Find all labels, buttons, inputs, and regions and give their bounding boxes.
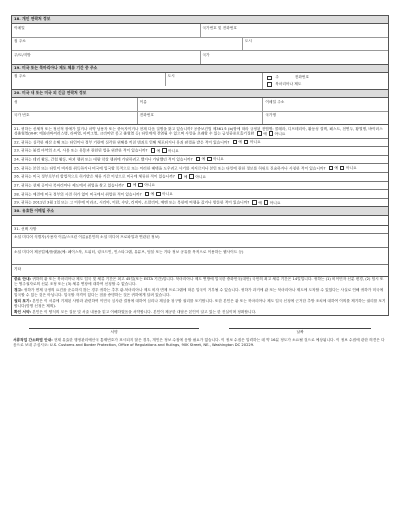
date-field[interactable] [229, 328, 371, 335]
question-text: 26. 귀하는 미국 정부로부터 합법적으로 허가받은 체류 기간 이상으로 미국에 체류한 적이 있습니까? [14, 174, 175, 179]
field-label: 집 주소 [14, 74, 26, 79]
us-address-section [11, 65, 389, 90]
field-label: 국가 번호 [14, 113, 30, 118]
optional-title: 31. 선택 사항 [12, 226, 388, 234]
no-checkbox[interactable] [189, 174, 193, 178]
option-label: 아니요 [274, 131, 286, 136]
emergency-contact-section [11, 90, 389, 125]
question-28 [12, 190, 388, 199]
field-label: 국가 [202, 52, 210, 57]
yes-checkbox[interactable] [196, 157, 200, 161]
question-text: 25. 귀하는 본인 또는 타인이 비자를 취득하거나 미국에 입국할 목적으로 또는 이러한 혜택을 도우려고 사기를 저지르거나 본인 또는 타인에 관한 정보를 허위로 진술하거나 사칭한 적이 있습니까? [14, 166, 326, 171]
social-provider-field[interactable] [12, 248, 388, 265]
question-25 [12, 164, 388, 173]
country-field[interactable] [200, 51, 389, 64]
social-identifier-field[interactable] [12, 234, 388, 248]
us-city-field[interactable] [165, 73, 263, 86]
question-27 [12, 182, 388, 191]
field-label: 국가번호 및 전화번호 [202, 25, 237, 30]
yes-checkbox[interactable] [257, 131, 261, 135]
personal-contact-section [11, 15, 389, 65]
field-label: 전화번호 [294, 75, 310, 80]
field-label: 도시 [167, 74, 175, 79]
section-title: 30. 유효한 이메일 주소 [12, 207, 388, 215]
field-label: 성 [14, 99, 18, 104]
field-label: 소셜 미디어 식별자(사용자 이름/스크린 이름)/본인의 소셜 미디어 프로파일과 연관된 정보) [14, 235, 160, 240]
notice-warning: 경고: 귀하가 면제 규정의 요건을 준수하지 않는 경우 귀하는 추후 괌-북마리아나 제도 비자 면제 프로그램에 따른 입국이 거부될 수 있습니다. 귀하가 과거에 괌 또는 북마리아나 제도에 도착할 수 있었다는 사실로 인해 귀하가 미국에 입국할 수 있는 것은 아닙니다. 입국할 자격이 있다는 점을 증명하는 것은 귀하에게 달려 있습니다. [14, 288, 384, 297]
option-label: 아니요 [249, 140, 261, 145]
section-title: 19. 미국 또는 북마리아나 제도 체류 기간 중 주소 [12, 65, 388, 73]
field-label: 주/도/지방 [14, 52, 31, 57]
field-label: 날짜 [296, 330, 304, 335]
yes-checkbox[interactable] [151, 148, 155, 152]
no-checkbox[interactable] [156, 192, 160, 196]
surname-field[interactable] [12, 98, 137, 111]
question-text: 24. 귀하는 테러 활동, 간첩 활동, 파괴 행위 또는 대량 학살 행위에 가담하려고 했거나 가담했던 적이 있습니까? [14, 157, 193, 162]
question-text: 28. 귀하는 예전에 미국 정부의 사전 허가 없이 미국에서 취업한 적이 있습니까? [14, 191, 142, 196]
option-label: 예 [150, 191, 155, 196]
notice-waiver: 권리 포기: 본인은 이 서류에 기재된 사항과 관련하여 이민국 심사관 결정에 대하여 심리나 재심을 청구할 권리를 포기합니다. 또한 본인은 괌 또는 북마리아나 제도 입국 신청에 근거한 추방 조치에 대하여 이의를 제기하는 권리를 포기합니다(망명 신청은 제외). [14, 299, 386, 308]
checkbox[interactable] [267, 82, 271, 86]
field-label: 국가명 [265, 113, 277, 118]
question-24 [12, 156, 388, 165]
option-label: 예 [334, 166, 339, 171]
yes-checkbox[interactable] [252, 200, 256, 204]
question-text: 23. 귀하는 불법 마약의 소지, 사용 또는 유통과 관련된 법을 위반한 적이 있습니까? [14, 148, 148, 153]
field-label: 집 주소 [14, 39, 26, 44]
yes-checkbox[interactable] [178, 174, 182, 178]
field-label: 소셜 미디어 제공업체/플랫폼(예: 페이스북, 트위터, 링크드인, 인스타그램, 유튜브, 텀블 또는 기타 정보 공유를 목적으로 이용하는 웹사이트 등) [14, 249, 244, 254]
notice-certification: 확인 서약: 본인은 이 양식의 모든 질문 및 서술 내용을 읽고 이해하였음을 서약합니다. 본인이 제공한 대답은 본인이 알고 있는 한 진실이며 정확합니다. [14, 309, 257, 314]
option-label: 예 [238, 140, 242, 145]
field-label: 이메일 주소 [265, 99, 285, 104]
no-checkbox[interactable] [207, 157, 211, 161]
country-code-field[interactable] [12, 112, 137, 125]
email-field[interactable] [12, 24, 200, 37]
us-address-field[interactable] [12, 73, 165, 86]
question-text: 29. 귀하는 2011년 3월 1일 또는 그 이후에 이라크, 시리아, 이란, 수단, 리비아, 소말리아, 예멘 또는 북한에 여행을 갔거나 방문한 적이 있습니까? [14, 200, 250, 205]
paperwork-notice: 서류작업 간소화법 안내: 현재 유효한 행정관리예산국 통제번호가 표시되지 않은 경우, 개인은 정보 수집에 응할 필요가 없습니다. 이 정보 수집은 입력하는 데 약 16분 정도가 소요될 것으로 예상됩니다. 이 정보 수집에 관한 의견은 다음으로 보내 주십시오: U.S. Customs and Border Protection, Office of Regulations and Rulings, 90K Street, NE., Washington DC 20229. [13, 338, 385, 347]
section-title: 20. 미국 내 또는 미국 외 긴급 연락처 정보 [12, 90, 388, 98]
emergency-email-field[interactable] [262, 98, 388, 111]
option-label: 예 [183, 174, 188, 179]
option-label: 예 [258, 200, 262, 205]
field-label: 북마리아나 제도 [275, 82, 302, 87]
question-text: 21. 귀하는 신체적 또는 정신적 장애가 있거나 마약 남용자 또는 중독자이거나 현재 다음 질병을 앓고 있습니까? 공중보건법 제361조 (b)항에 따라 규정된 전염병: 콜레라, 디프테리아, 활동성 결핵, 페스트, 천연두, 황열병, 바이러스성출혈열(VHF: 에볼라바이러스병, 라싸열, 마버그열, 크리미안 콩고 출혈열 등) 타인에게 전염될 수 있으며 사망을 초래할 수 있는 급성중증호흡기질환 [14, 126, 383, 136]
section-title: 18. 개인 연락처 정보 [12, 16, 388, 24]
checkbox[interactable] [267, 76, 271, 80]
yes-checkbox[interactable] [145, 192, 149, 196]
field-label: 서명 [110, 330, 118, 335]
field-label: 도시 [244, 39, 252, 44]
option-label: 아니요 [144, 183, 156, 188]
option-label: 아니요 [345, 166, 357, 171]
field-label: 이름 [139, 99, 147, 104]
option-label: 아니요 [269, 200, 281, 205]
yes-checkbox[interactable] [233, 140, 237, 144]
us-state-field[interactable] [262, 73, 388, 89]
signature-field[interactable] [29, 328, 199, 335]
yes-checkbox[interactable] [329, 166, 333, 170]
home-address-field[interactable] [12, 38, 242, 51]
emergency-phone-field[interactable] [137, 112, 263, 125]
notice-section [11, 277, 389, 317]
notice-important: 중요 안내: 귀하의 괌 또는 북마리아나 제도 입국 및 체류 기간은 최고 45일(또는 ESTA 기간)입니다. 북마리아나 제도 연방에 입국한 중화민국(대만) 국민의 최고 체류 기간은 14일입니다. 귀하는 (1) 비이민자 신분 변경, (2) 임시 또는 영주권자로의 신분 조정 또는 (3) 체류 연장에 대하여 신청할 수 없습니다. [14, 277, 384, 287]
option-label: 아니요 [195, 174, 207, 179]
no-checkbox[interactable] [264, 200, 268, 204]
question-22 [12, 139, 388, 148]
question-21 [12, 125, 388, 138]
phone-field[interactable] [200, 24, 389, 37]
no-checkbox[interactable] [138, 183, 142, 187]
no-checkbox[interactable] [340, 166, 344, 170]
option-label: 예 [201, 157, 206, 162]
option-label: 예 [156, 148, 161, 153]
yes-checkbox[interactable] [127, 183, 131, 187]
option-label: 예 [263, 131, 267, 136]
field-label: 기타 [14, 266, 22, 271]
other-field[interactable] [12, 265, 388, 275]
option-label: 예 [132, 183, 137, 188]
question-text: 27. 귀하는 현재 공이나 북마리아나 제도에서 취업을 찾고 있습니까? [14, 183, 124, 188]
eligibility-questions [11, 125, 389, 207]
city-field[interactable] [242, 38, 388, 51]
option-label: 아니요 [213, 157, 224, 162]
state-field[interactable] [12, 51, 200, 64]
field-label: 주 [275, 75, 279, 80]
signature-row [11, 316, 389, 335]
question-29 [12, 199, 388, 207]
question-text: 22. 귀하는 심각한 재산 손해 또는 타인이나 정부 기관에 심각한 위해를 끼친 범죄로 인해 체포되거나 유죄 판결을 받은 적이 있습니까? [14, 140, 230, 145]
option-label: 아니요 [168, 148, 179, 153]
no-checkbox[interactable] [162, 148, 166, 152]
valid-email-section [11, 207, 389, 225]
optional-section [11, 226, 389, 277]
given-name-field[interactable] [137, 98, 263, 111]
question-26 [12, 173, 388, 182]
valid-email-field[interactable] [12, 216, 388, 225]
field-label: 전화번호 [139, 113, 154, 118]
no-checkbox[interactable] [269, 131, 273, 135]
option-label: 아니요 [162, 191, 173, 196]
question-23 [12, 147, 388, 156]
country-name-field[interactable] [262, 112, 388, 125]
field-label: 이메일 [14, 25, 25, 30]
no-checkbox[interactable] [244, 140, 248, 144]
